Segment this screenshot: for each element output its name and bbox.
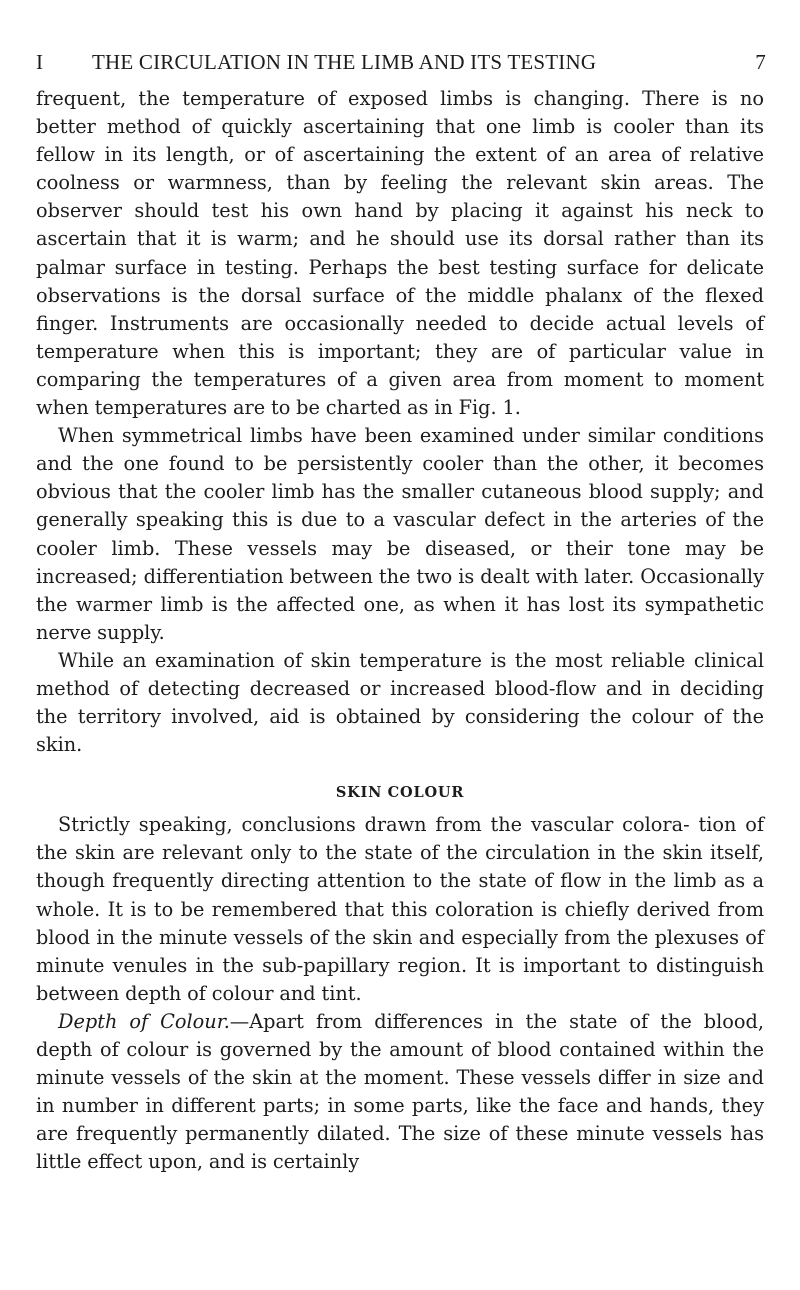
paragraph-continued: frequent, the temperature of exposed limbs is changing. There is no better method of quickly ascertaining that one limb is cooler than its fellow in its length, or of ascertaining the extent of an area of relative coolness or warmness, than by feeling the relevant skin areas. The observer should test his own hand by placing it against his neck to ascertain that it is warm; and he should use its dorsal rather than its palmar surface in testing. Perhaps the best testing surface for delicate observations is the dorsal surface of the middle phalanx of the flexed finger. Instruments are occasionally needed to decide actual levels of temperature when this is important; they are of particular value in comparing the temperatures of a given area from moment to moment when temperatures are to be charted as in Fig. 1. [36,87,764,420]
body-text [36,85,764,1176]
section-heading-skin-colour: SKIN COLOUR [335,784,465,802]
paragraph-vascular-coloration: Strictly speaking, conclusions drawn from the vascular colora- tion of the skin are relevant only to the state of the circulation in the skin itself, though frequently directing attention to the state of flow in the limb as a whole. It is to be remembered that this coloration is chiefly derived from blood in the minute vessels of the skin and especially from the plexuses of minute venules in the sub-papillary region. It is important to distinguish between depth of colour and tint. [36,813,764,1005]
paragraph-symmetrical-limbs: When symmetrical limbs have been examined under similar conditions and the one found to be persistently cooler than the other, it becomes obvious that the cooler limb has the smaller cutaneous blood supply; and generally speaking this is due to a vascular defect in the arteries of the cooler limb. These vessels may be diseased, or their tone may be increased; differentiation between the two is dealt with later. Occasionally the warmer limb is the affected one, as when it has lost its sympathetic nerve supply. [36,424,764,644]
page-number: 7 [755,50,766,74]
run-in-heading-depth-of-colour: Depth of Colour. [58,1009,230,1033]
paragraph-depth-of-colour [36,1008,764,1177]
chapter-number: I [36,50,44,74]
running-head [36,50,766,80]
running-title: THE CIRCULATION IN THE LIMB AND ITS TESTING [92,50,597,74]
paragraph-skin-temperature: While an examination of skin temperature is the most reliable clinical method of detecting decreased or increased blood-flow and in deciding the territory involved, aid is obtained by considering the colour of the skin. [36,648,764,757]
depth-of-colour-text: —Apart from differences in the state of the blood, depth of colour is governed by the amount of blood contained within the minute vessels of the skin at the moment. These vessels differ in size and in number in different parts; in some parts, like the face and hands, they are frequently permanently dilated. The size of these minute vessels has little effect upon, and is certainly [36,1009,764,1174]
